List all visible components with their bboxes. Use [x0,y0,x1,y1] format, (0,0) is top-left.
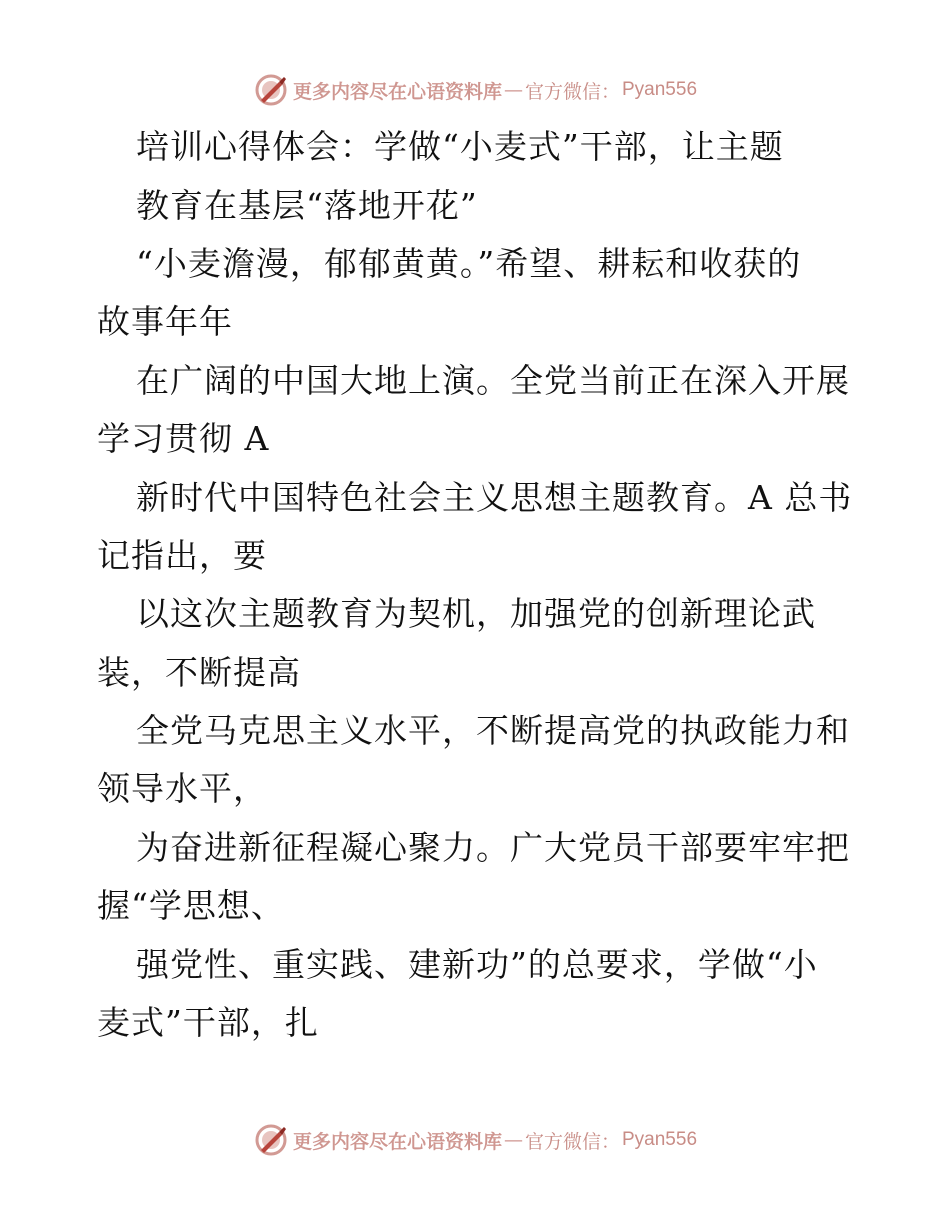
doc-line: 为奋进新征程凝心聚力。广大党员干部要牢牢把 [136,828,850,867]
watermark-brand: 更多内容尽在心语资料库 [292,80,502,103]
doc-line: 培训心得体会：学做“小麦式”干部，让主题 [136,127,784,166]
doc-line: 教育在基层“落地开花” [136,186,478,225]
doc-line: 在广阔的中国大地上演。全党当前正在深入开展 [136,361,850,400]
watermark-label: 官方微信： [524,80,620,103]
watermark-label: 官方微信： [524,1130,620,1153]
footer-watermark [0,1118,950,1162]
doc-line: 麦式”干部，扎 [97,1003,319,1042]
doc-line: 记指出，要 [97,536,267,575]
doc-line: 握“学思想、 [97,886,285,925]
doc-line: 领导水平， [97,769,267,808]
watermark-dash: — [503,1129,523,1151]
doc-line: 全党马克思主义水平，不断提高党的执政能力和 [136,711,850,750]
watermark-account: Pyan556 [622,79,698,100]
doc-line: 学习贯彻 A [97,419,270,458]
doc-line: 强党性、重实践、建新功”的总要求，学做“小 [136,945,818,984]
pen-nib-circle-icon [253,72,289,108]
pen-nib-circle-icon [253,1122,289,1158]
doc-line: 故事年年 [97,302,233,341]
doc-line: 新时代中国特色社会主义思想主题教育。A 总书 [136,478,853,517]
doc-line: “小麦澹漫，郁郁黄黄。”希望、耕耘和收获的 [136,244,802,283]
watermark-brand: 更多内容尽在心语资料库 [292,1130,502,1153]
doc-line: 装，不断提高 [97,653,301,692]
watermark-dash: — [503,79,523,101]
header-watermark [0,68,950,112]
watermark-account: Pyan556 [622,1129,698,1150]
doc-line: 以这次主题教育为契机，加强党的创新理论武 [136,594,816,633]
